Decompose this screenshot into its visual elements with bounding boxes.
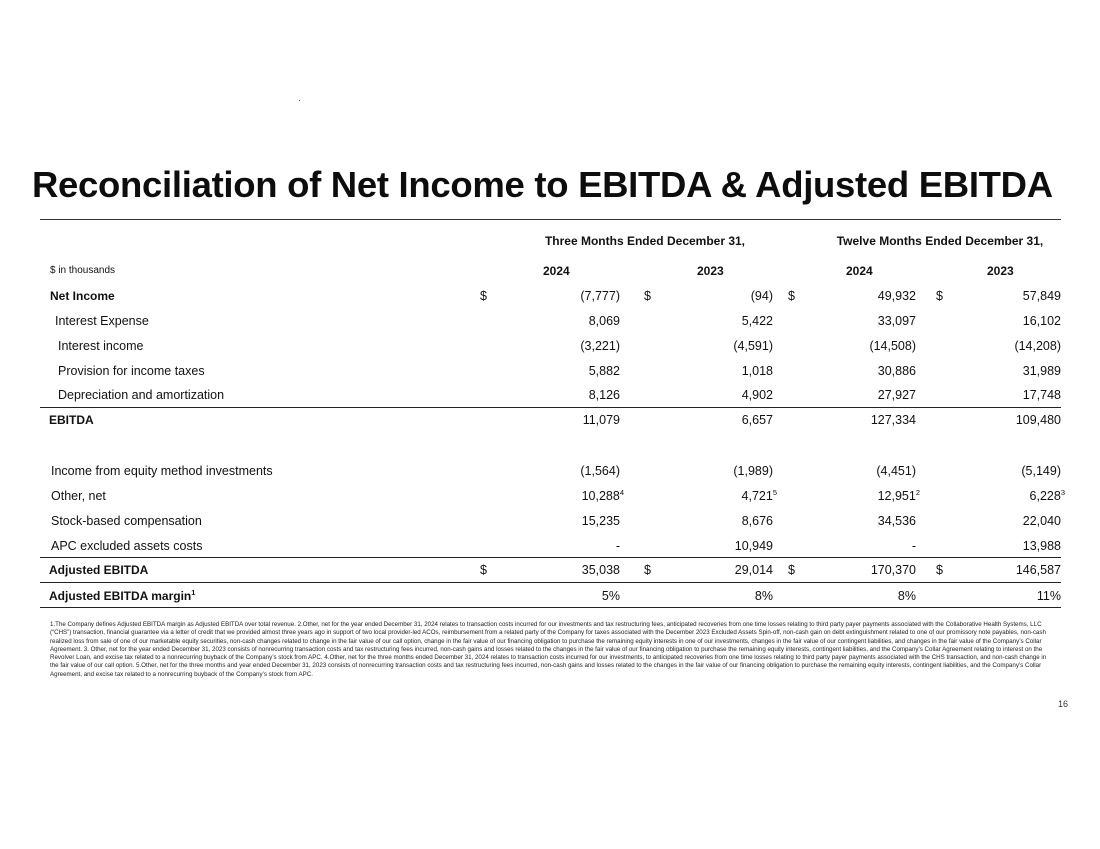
value-12m-2023: 11% bbox=[1036, 589, 1061, 603]
row-label: Net Income bbox=[50, 289, 115, 303]
value-3m-2024: (3,221) bbox=[580, 339, 620, 353]
value-3m-2023: 29,014 bbox=[734, 563, 773, 577]
row-depreciation bbox=[40, 386, 1061, 406]
value-text: 6,228 bbox=[1029, 489, 1061, 503]
value-3m-2023: 6,657 bbox=[741, 413, 773, 427]
value-12m-2023: 109,480 bbox=[1015, 413, 1061, 427]
value-12m-2023: 17,748 bbox=[1022, 388, 1061, 402]
row-net-income bbox=[40, 287, 1061, 307]
row-label-text: Adjusted EBITDA margin bbox=[49, 589, 192, 603]
row-equity-method bbox=[40, 462, 1061, 482]
value-12m-2024: 170,370 bbox=[870, 563, 916, 577]
value-12m-2023 bbox=[1030, 489, 1065, 503]
value-12m-2024: (14,508) bbox=[869, 339, 916, 353]
value-text: 10,288 bbox=[581, 489, 620, 503]
value-3m-2024: 5% bbox=[601, 589, 620, 603]
footnote-marker: 4 bbox=[619, 488, 624, 497]
value-text: 12,951 bbox=[877, 489, 916, 503]
row-label: Other, net bbox=[51, 489, 106, 503]
footnotes: 1.The Company defines Adjusted EBITDA margin as Adjusted EBITDA over total revenue. 2.Other, net for the year ended December 31, 2024 relates to transaction costs incurred for our investments and tax restructuring fees, anticipated recoveries from one time losses relating to third party payer payments associated with the Collaborative Health Systems, LLC (“CHS”) transaction, financial guarantee via a letter of credit that we provided almost three years ago in support of two local provider-led ACOs, reimbursement from a related party of the Company for taxes associated with the December 2023 Excluded Assets Spin-off, non-cash gain on debt extinguishment related to one of our promissory note payables, non-cash realized loss from sale of one of our marketable equity securities, non-cash changes related to change in the fair value of our call option, change in the fair value of our financing obligation to purchase the remaining equity interests in one of our investments, changes in the fair value of our contingent liabilities, and changes in the fair value of the Company’s Collar Agreement. 3. Other, net for the year ended December 31, 2023 consists of nonrecurring transaction costs and tax restructuring fees incurred, non-cash gains and losses related to the changes in the fair value of our financing obligation to purchase the remaining equity interests, contingent liabilities, and the Company’s Collar Agreement relating to interest on the Revolver Loan, and excise tax related to a nonrecurring buyback of the Company’s stock from APC. 4.Other, net for the three months ended December 31, 2024 relates to transaction costs incurred for our investments, to anticipated recoveries from one time losses relating to third party payer payments associated with the CHS transaction, and non-cash change in the fair value of our call option. 5.Other, net for the three months and year ended December 31, 2023 consists of nonrecurring transaction costs and tax restructuring fees incurred, non-cash gains and losses related to the changes in the fair value of our financing obligation to purchase the remaining equity interests, contingent liabilities, and the Company’s Collar Agreement, and excise tax related to a nonrecurring buyback of the Company’s stock from APC. bbox=[50, 621, 1047, 678]
value-3m-2024: - bbox=[615, 539, 620, 553]
row-adjusted-margin bbox=[40, 587, 1061, 607]
currency-symbol: $ bbox=[480, 563, 487, 577]
three-months-header: Three Months Ended December 31, bbox=[544, 234, 746, 248]
ebitda-divider bbox=[40, 407, 1061, 408]
year-header-3m-2023: 2023 bbox=[697, 264, 724, 278]
value-3m-2024 bbox=[582, 489, 624, 503]
page-number: 16 bbox=[1058, 699, 1069, 709]
row-label: Stock-based compensation bbox=[51, 514, 202, 528]
table-bottom-divider bbox=[40, 607, 1061, 608]
value-3m-2024: 35,038 bbox=[581, 563, 620, 577]
value-12m-2024: 127,334 bbox=[870, 413, 916, 427]
row-interest-expense bbox=[40, 312, 1061, 332]
year-header-12m-2024: 2024 bbox=[846, 264, 873, 278]
value-12m-2024: 34,536 bbox=[877, 514, 916, 528]
currency-symbol: $ bbox=[644, 289, 651, 303]
value-3m-2023: 8% bbox=[754, 589, 773, 603]
currency-symbol: $ bbox=[644, 563, 651, 577]
row-label: Income from equity method investments bbox=[51, 464, 273, 478]
value-12m-2023: 16,102 bbox=[1022, 314, 1061, 328]
value-3m-2023: 1,018 bbox=[741, 364, 773, 378]
currency-symbol: $ bbox=[936, 563, 943, 577]
year-header-3m-2024: 2024 bbox=[543, 264, 570, 278]
value-3m-2024: (7,777) bbox=[580, 289, 620, 303]
row-label: Provision for income taxes bbox=[58, 364, 205, 378]
value-3m-2023: 10,949 bbox=[734, 539, 773, 553]
value-12m-2023: (14,208) bbox=[1014, 339, 1061, 353]
row-apc-costs bbox=[40, 537, 1061, 557]
currency-symbol: $ bbox=[788, 563, 795, 577]
value-12m-2024 bbox=[878, 489, 920, 503]
row-adjusted-ebitda bbox=[40, 561, 1061, 581]
adjusted-margin-divider bbox=[40, 582, 1061, 583]
row-provision-taxes bbox=[40, 362, 1061, 382]
value-3m-2024: 8,126 bbox=[588, 388, 620, 402]
value-3m-2023: (1,989) bbox=[733, 464, 773, 478]
row-label: Interest income bbox=[58, 339, 144, 353]
value-12m-2024: 8% bbox=[897, 589, 916, 603]
value-3m-2024: 15,235 bbox=[581, 514, 620, 528]
row-label: Adjusted EBITDA bbox=[49, 563, 149, 577]
row-interest-income bbox=[40, 337, 1061, 357]
value-3m-2023: (94) bbox=[750, 289, 773, 303]
page-title: Reconciliation of Net Income to EBITDA & Adjusted EBITDA bbox=[32, 164, 1053, 205]
row-other-net bbox=[40, 487, 1065, 507]
row-label: Interest Expense bbox=[55, 314, 149, 328]
value-3m-2023: (4,591) bbox=[733, 339, 773, 353]
twelve-months-header: Twelve Months Ended December 31, bbox=[836, 234, 1044, 248]
value-12m-2024: 30,886 bbox=[877, 364, 916, 378]
footnote-marker: 3 bbox=[1060, 488, 1065, 497]
value-12m-2024: - bbox=[911, 539, 916, 553]
adjusted-ebitda-top-divider bbox=[40, 557, 1061, 558]
footnote-marker: 2 bbox=[915, 488, 920, 497]
footnote-marker: 1 bbox=[191, 588, 196, 597]
value-3m-2023: 4,902 bbox=[741, 388, 773, 402]
value-12m-2024: (4,451) bbox=[876, 464, 916, 478]
value-3m-2023: 8,676 bbox=[741, 514, 773, 528]
value-12m-2023: 13,988 bbox=[1022, 539, 1061, 553]
row-label: EBITDA bbox=[49, 413, 94, 427]
title-divider bbox=[40, 219, 1061, 220]
value-12m-2023: 22,040 bbox=[1022, 514, 1061, 528]
value-12m-2023: (5,149) bbox=[1021, 464, 1061, 478]
value-text: 4,721 bbox=[741, 489, 773, 503]
value-12m-2023: 31,989 bbox=[1022, 364, 1061, 378]
value-3m-2024: 11,079 bbox=[582, 413, 620, 427]
value-12m-2024: 27,927 bbox=[877, 388, 916, 402]
value-3m-2024: 8,069 bbox=[588, 314, 620, 328]
footnote-marker: 5 bbox=[772, 488, 777, 497]
row-label bbox=[49, 589, 195, 603]
currency-symbol: $ bbox=[788, 289, 795, 303]
units-label: $ in thousands bbox=[50, 265, 116, 276]
year-header-12m-2023: 2023 bbox=[987, 264, 1014, 278]
decorative-dot bbox=[299, 100, 300, 101]
row-label: APC excluded assets costs bbox=[51, 539, 203, 553]
value-3m-2024: (1,564) bbox=[580, 464, 620, 478]
row-stock-comp bbox=[40, 512, 1061, 532]
value-3m-2024: 5,882 bbox=[588, 364, 620, 378]
row-label: Depreciation and amortization bbox=[58, 388, 225, 402]
row-ebitda bbox=[40, 411, 1061, 431]
value-12m-2024: 33,097 bbox=[877, 314, 916, 328]
value-3m-2023: 5,422 bbox=[741, 314, 773, 328]
value-3m-2023 bbox=[742, 489, 777, 503]
value-12m-2023: 146,587 bbox=[1015, 563, 1061, 577]
currency-symbol: $ bbox=[936, 289, 943, 303]
value-12m-2023: 57,849 bbox=[1022, 289, 1061, 303]
value-12m-2024: 49,932 bbox=[877, 289, 916, 303]
currency-symbol: $ bbox=[480, 289, 487, 303]
